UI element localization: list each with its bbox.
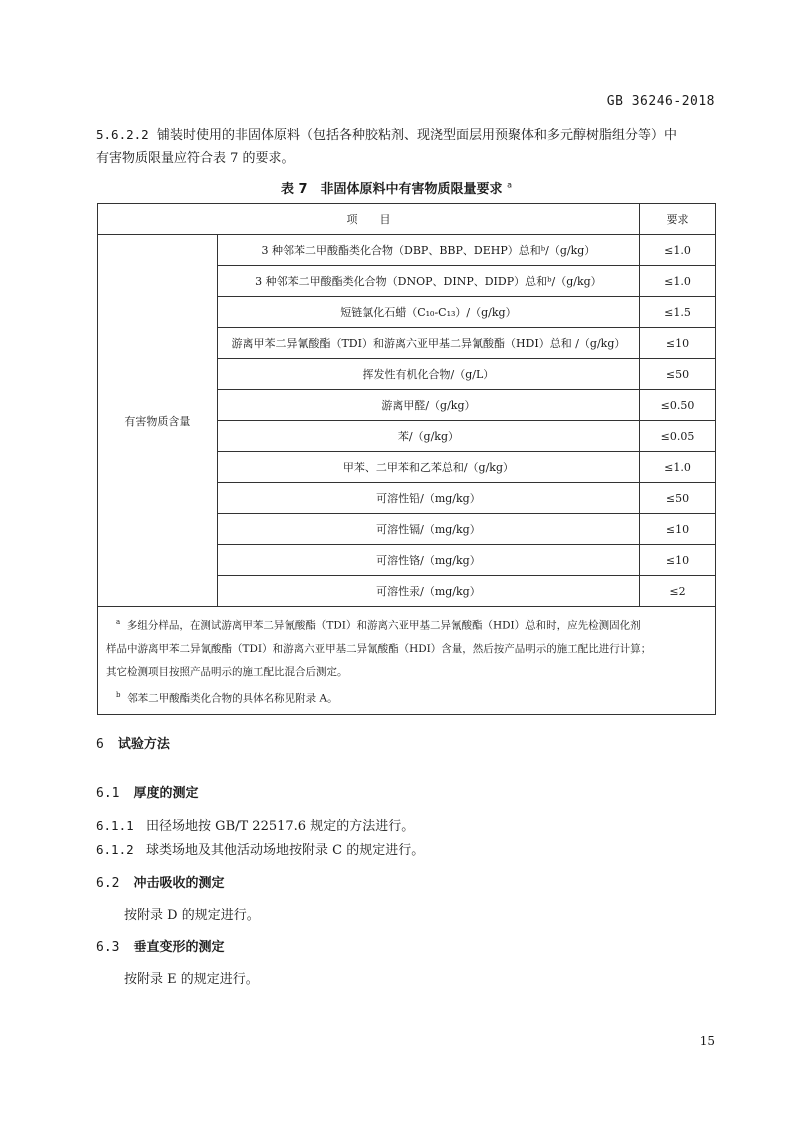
requirement-cell: ≤50 xyxy=(640,359,716,390)
item-cell: 苯/（g/kg） xyxy=(217,421,639,452)
clause-number: 6.1.2 xyxy=(96,842,134,857)
item-cell: 3 种邻苯二甲酸酯类化合物（DBP、BBP、DEHP）总和ᵇ/（g/kg） xyxy=(217,235,639,266)
requirement-cell: ≤1.0 xyxy=(640,452,716,483)
item-cell: 可溶性铅/（mg/kg） xyxy=(217,483,639,514)
clause-text: 球类场地及其他活动场地按附录 C 的规定进行。 xyxy=(146,843,425,858)
note-a-line2: 样品中游离甲苯二异氰酸酯（TDI）和游离六亚甲基二异氰酸酯（HDI）含量，然后按产品明示的施工配比进行计算； xyxy=(106,642,652,655)
section-title: 垂直变形的测定 xyxy=(133,940,225,955)
table-caption xyxy=(0,178,793,197)
requirement-cell: ≤2 xyxy=(640,576,716,607)
standard-number: GB 36246-2018 xyxy=(606,94,715,109)
item-cell: 短链氯化石蜡（C₁₀-C₁₃）/（g/kg） xyxy=(217,297,639,328)
hazardous-substance-table xyxy=(97,203,716,715)
header-item: 项 目 xyxy=(98,204,640,235)
table-row xyxy=(98,235,716,266)
clause-6-1-2 xyxy=(96,838,424,863)
table-caption-text: 表 7 非固体原料中有害物质限量要求 xyxy=(280,182,503,197)
requirement-cell: ≤1.5 xyxy=(640,297,716,328)
requirement-cell: ≤50 xyxy=(640,483,716,514)
section-6-2-text: 按附录 D 的规定进行。 xyxy=(124,908,260,923)
item-cell: 游离甲醛/（g/kg） xyxy=(217,390,639,421)
table-header-row xyxy=(98,204,716,235)
note-b-mark: b xyxy=(116,690,121,699)
requirement-cell: ≤1.0 xyxy=(640,266,716,297)
page-number: 15 xyxy=(699,1034,715,1048)
section-6-3-text: 按附录 E 的规定进行。 xyxy=(124,972,259,987)
header-requirement: 要求 xyxy=(640,204,716,235)
item-cell: 游离甲苯二异氰酸酯（TDI）和游离六亚甲基二异氰酸酯（HDI）总和 /（g/kg） xyxy=(217,328,639,359)
table-notes-row xyxy=(98,607,716,715)
section-title: 厚度的测定 xyxy=(133,786,199,801)
note-b-text: 邻苯二甲酸酯类化合物的具体名称见附录 A。 xyxy=(127,692,338,704)
note-a-line3: 其它检测项目按照产品明示的施工配比混合后测定。 xyxy=(106,665,348,678)
section-number: 6.1 xyxy=(96,786,120,801)
table-notes xyxy=(98,607,716,715)
requirement-cell: ≤0.50 xyxy=(640,390,716,421)
clause-5622-line2: 有害物质限量应符合表 7 的要求。 xyxy=(96,151,295,166)
clause-text: 田径场地按 GB/T 22517.6 规定的方法进行。 xyxy=(146,819,415,834)
requirement-cell: ≤10 xyxy=(640,514,716,545)
clause-5622-line1 xyxy=(96,123,677,148)
section-number: 6.3 xyxy=(96,940,120,955)
section-6-2-heading xyxy=(96,872,225,891)
requirement-cell: ≤10 xyxy=(640,545,716,576)
section-title: 试验方法 xyxy=(117,737,170,752)
section-6-3-heading xyxy=(96,936,225,955)
item-cell: 甲苯、二甲苯和乙苯总和/（g/kg） xyxy=(217,452,639,483)
item-cell: 3 种邻苯二甲酸酯类化合物（DNOP、DINP、DIDP）总和ᵇ/（g/kg） xyxy=(217,266,639,297)
clause-6-1-1 xyxy=(96,814,414,839)
item-cell: 挥发性有机化合物/（g/L） xyxy=(217,359,639,390)
group-label: 有害物质含量 xyxy=(98,235,218,607)
clause-number: 5.6.2.2 xyxy=(96,127,149,142)
requirement-cell: ≤0.05 xyxy=(640,421,716,452)
note-a-mark: a xyxy=(116,618,121,626)
section-number: 6 xyxy=(96,737,104,752)
item-cell: 可溶性汞/（mg/kg） xyxy=(217,576,639,607)
requirement-cell: ≤10 xyxy=(640,328,716,359)
note-b xyxy=(106,684,707,711)
section-6-1-heading xyxy=(96,782,199,801)
section-6-heading xyxy=(96,733,170,752)
clause-number: 6.1.1 xyxy=(96,818,134,833)
section-number: 6.2 xyxy=(96,876,120,891)
item-cell: 可溶性镉/（mg/kg） xyxy=(217,514,639,545)
note-a-line1: 多组分样品，在测试游离甲苯二异氰酸酯（TDI）和游离六亚甲基二异氰酸酯（HDI）总和时，应先检测固化剂 xyxy=(126,619,641,632)
table-caption-footnote-mark: a xyxy=(507,180,512,190)
item-cell: 可溶性铬/（mg/kg） xyxy=(217,545,639,576)
note-a xyxy=(106,611,707,638)
section-title: 冲击吸收的测定 xyxy=(133,876,225,891)
requirement-cell: ≤1.0 xyxy=(640,235,716,266)
clause-text: 铺装时使用的非固体原料（包括各种胶粘剂、现浇型面层用预聚体和多元醇树脂组分等）中 xyxy=(156,128,677,143)
